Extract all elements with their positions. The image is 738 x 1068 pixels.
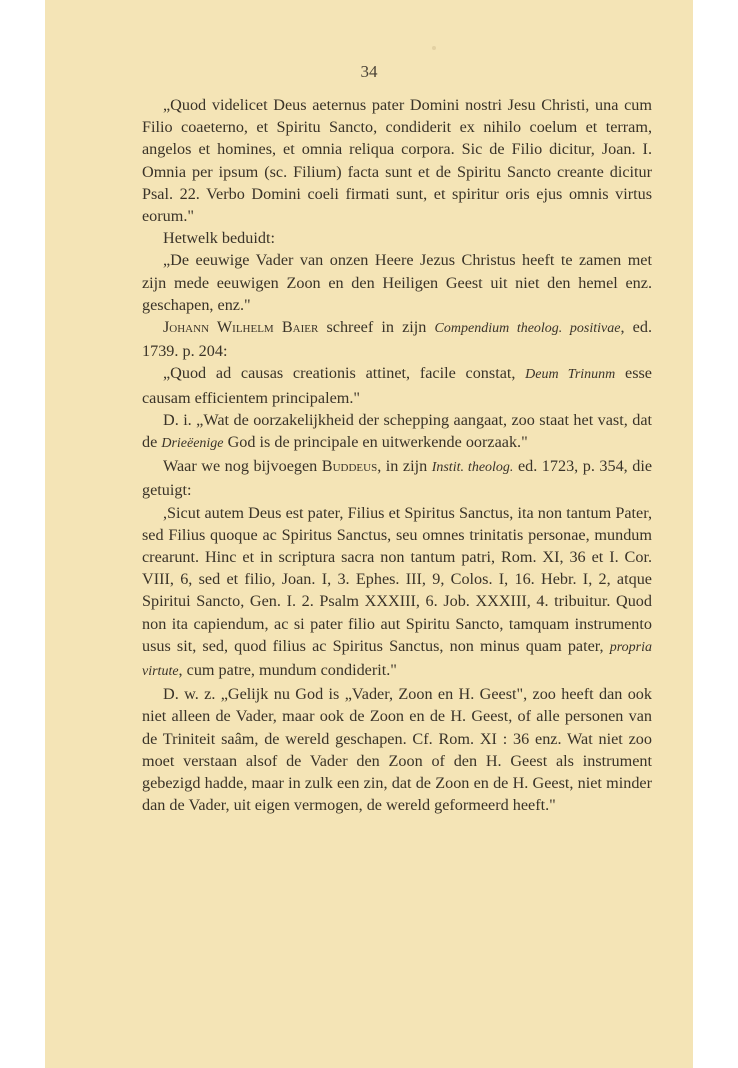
latin-quote-2 <box>142 362 652 408</box>
italic-term: propria virtute <box>142 639 652 680</box>
paper-speck <box>432 46 436 50</box>
buddeus-citation <box>142 455 652 501</box>
translation-intro: Hetwelk beduidt: <box>163 229 275 248</box>
page-body <box>142 94 652 817</box>
italic-term: Deum Trinunm <box>525 367 616 383</box>
dutch-translation-1: „De eeuwige Vader van onzen Heere Jezus Christus heeft te zamen met zijn mede eeuwigen Zoon en den Heiligen Geest uit niet den hemel enz. geschapen, enz." <box>142 251 652 314</box>
page-number: 34 <box>360 62 378 81</box>
dutch-translation-3: D. w. z. „Gelijk nu God is „Vader, Zoon en H. Geest", zoo heeft dan ook niet alleen de Vader, maar ook de Zoon en de H. Geest, of alle personen van de Triniteit saâm, de wereld geschapen. Cf. Rom. XI : 36 enz. Wat niet zoo moet verstaan alsof de Vader den Zoon of den H. Geest als instrument gebezigd hadde, maar in zulk een zin, dat de Zoon en de H. Geest, niet minder dan de Vader, uit eigen vermogen, de wereld geformeerd heeft." <box>142 685 652 815</box>
italic-term: Drieëenige <box>161 436 224 452</box>
dutch-translation-2 <box>142 409 652 455</box>
quote-text: D. i. „Wat de oorzakelijkheid der schepping aangaat, zoo staat het vast, dat de <box>142 410 652 452</box>
latin-quote-1: „Quod videlicet Deus aeternus pater Domini nostri Jesu Christi, una cum Filio coaeterno, et Spiritu Sancto, condiderit ex nihilo coelum et terram, angelos et homines, et omnia reliqua corpora. Sic de Filio dicitur, Joan. I. Omnia per ipsum (sc. Filium) facta sunt et de Spiritu Sancto creante dicitur Psal. 22. Verbo Domini coeli firmati sunt, et spiritur oris ejus omnis virtus eorum." <box>142 96 652 226</box>
citation-text: schreef in zijn <box>318 318 435 337</box>
book-page <box>45 0 693 1068</box>
citation-text: , in zijn <box>377 457 432 476</box>
quote-text: ,Sicut autem Deus est pater, Filius et Spiritus Sanctus, ita non tantum Pater, sed Filius quoque ac Spiritus Sanctus, seu omnes trinitatis personae, mundum crearunt. Hinc et in scriptura sacra non tantum patri, Rom. XI, 36 et I. Cor. VIII, 6, sed et filio, Joan. I, 3. Ephes. III, 9, Colos. I, 16. Hebr. I, 2, atque Spiritui Sancto, Gen. I. 2. Psalm XXXIII, 6. Job. XXXIII, 4. tribuitur. Quod non ita capiendum, ac si pater filio aut Spiritu Sancto, tamquam instrumento usus sit, sed, quod filius ac Spiritus Sanctus, non minus quam pater, <box>142 503 652 655</box>
quote-text: esse causam efficientem principalem." <box>142 364 652 407</box>
citation-text: , ed. 1739. p. 204: <box>142 318 652 361</box>
baier-citation <box>142 316 652 362</box>
latin-quote-3 <box>142 502 652 684</box>
book-title: Compendium theolog. positivae <box>434 321 621 337</box>
quote-text: , cum patre, mundum condiderit." <box>178 661 397 680</box>
author-name: Buddeus <box>321 457 378 476</box>
quote-text: „Quod ad causas creationis attinet, facile constat, <box>163 364 526 383</box>
citation-text: ed. 1723, p. 354, die getuigt: <box>142 457 653 500</box>
author-name: Johann Wilhelm Baier <box>163 318 319 337</box>
book-title: Instit. theolog. <box>431 460 514 476</box>
quote-text: God is de principale en uitwerkende oorzaak." <box>223 433 528 452</box>
citation-text: Waar we nog bijvoegen <box>163 457 322 476</box>
